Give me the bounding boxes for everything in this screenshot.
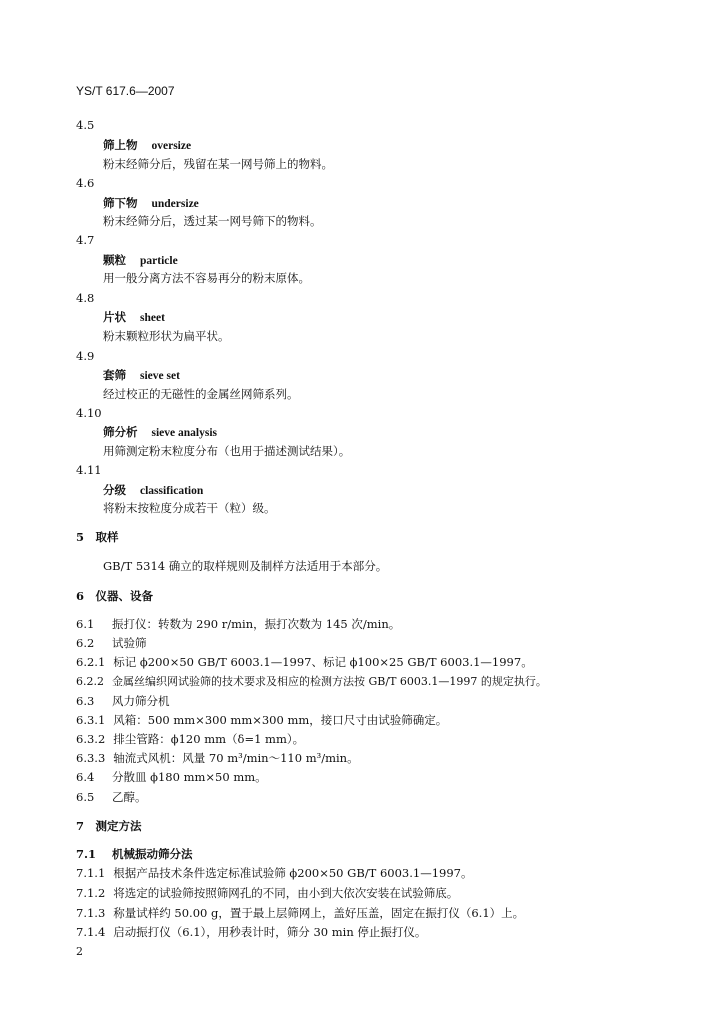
- term-en: particle: [140, 255, 178, 267]
- term-line: [103, 138, 191, 153]
- clause-line: [76, 636, 147, 650]
- clause-line: [76, 675, 547, 689]
- clause-line: [76, 751, 359, 765]
- clause-number: 4.11: [76, 463, 102, 477]
- clause-number: 4.9: [76, 349, 95, 363]
- term-definition: 粉末颗粒形状为扁平状。: [103, 329, 230, 343]
- term-line: [103, 483, 203, 498]
- term-en: sheet: [140, 312, 165, 324]
- clause-line: [76, 694, 170, 708]
- clause-text: 标记 ϕ200×50 GB/T 6003.1—1997、标记 ϕ100×25 GB/T 6003.1—1997。: [113, 655, 533, 669]
- clause-number: 7.1.2: [76, 886, 106, 900]
- clause-number: 4.8: [76, 291, 95, 305]
- clause-line: [76, 655, 533, 669]
- clause-number: 4.10: [76, 406, 102, 420]
- term-line: [103, 253, 178, 268]
- clause-text: 试验筛: [112, 636, 147, 650]
- clause-number: 7.1: [76, 847, 97, 861]
- clause-text: 分散皿 ϕ180 mm×50 mm。: [112, 770, 267, 784]
- term-definition: 经过校正的无磁性的金属丝网筛系列。: [103, 387, 299, 401]
- clause-number: 7.1.1: [76, 866, 106, 880]
- term-definition: 将粉末按粒度分成若干（粒）级。: [103, 501, 276, 515]
- term-line: [103, 368, 180, 383]
- clause-text: 根据产品技术条件选定标准试验筛 ϕ200×50 GB/T 6003.1—1997。: [113, 866, 473, 880]
- clause-text: 风箱：500 mm×300 mm×300 mm，接口尺寸由试验筛确定。: [113, 713, 448, 727]
- clause-line: [76, 886, 458, 900]
- term-cn: 片状: [103, 310, 126, 324]
- clause-line: [76, 847, 193, 861]
- clause-text: 振打仪：转数为 290 r/min，振打次数为 145 次/min。: [112, 617, 401, 631]
- clause-number: 6.3.1: [76, 713, 106, 727]
- clause-number: 6.5: [76, 790, 95, 804]
- term-definition: 粉末经筛分后，透过某一网号筛下的物料。: [103, 214, 322, 228]
- clause-number: 6.2.2: [76, 675, 104, 688]
- clause-number: 6.2.1: [76, 655, 106, 669]
- clause-number: 6.3.3: [76, 751, 106, 765]
- term-definition: 用一般分离方法不容易再分的粉末原体。: [103, 271, 310, 285]
- term-en: sieve set: [140, 370, 180, 382]
- section-heading: 7 测定方法: [76, 819, 142, 833]
- clause-text: 轴流式风机：风量 70 m³/min～110 m³/min。: [113, 751, 359, 765]
- term-en: classification: [140, 485, 204, 497]
- clause-text: 启动振打仪（6.1），用秒表计时，筛分 30 min 停止振打仪。: [113, 925, 427, 939]
- clause-line: [76, 925, 426, 939]
- page-header: YS/T 617.6—2007: [76, 84, 175, 98]
- clause-text: 风力筛分机: [112, 694, 170, 708]
- term-cn: 筛分析: [103, 425, 138, 439]
- clause-number: 6.3: [76, 694, 95, 708]
- clause-number: 7.1.4: [76, 925, 106, 939]
- clause-number: 4.6: [76, 176, 95, 190]
- clause-number: 6.1: [76, 617, 95, 631]
- clause-line: [76, 617, 400, 631]
- clause-line: [76, 770, 267, 784]
- clause-line: [76, 713, 447, 727]
- clause-number: 6.4: [76, 770, 95, 784]
- section-heading: 5 取样: [76, 530, 119, 544]
- term-definition: 用筛测定粉末粒度分布（也用于描述测试结果）。: [103, 444, 351, 458]
- clause-number: 4.7: [76, 233, 95, 247]
- clause-text: 机械振动筛分法: [112, 847, 193, 861]
- clause-text: 称量试样约 50.00 g，置于最上层筛网上，盖好压盖，固定在振打仪（6.1）上。: [113, 906, 525, 920]
- clause-line: [76, 790, 147, 804]
- clause-text: 乙醇。: [112, 790, 147, 804]
- term-en: sieve analysis: [151, 427, 217, 439]
- clause-line: [76, 866, 472, 880]
- section-heading: 6 仪器、设备: [76, 589, 154, 603]
- term-cn: 筛下物: [103, 196, 138, 210]
- term-en: undersize: [151, 198, 199, 210]
- clause-line: [76, 906, 524, 920]
- term-definition: 粉末经筛分后，残留在某一网号筛上的物料。: [103, 157, 333, 171]
- term-cn: 筛上物: [103, 138, 138, 152]
- term-cn: 分级: [103, 483, 126, 497]
- clause-number: 4.5: [76, 118, 95, 132]
- clause-number: 6.3.2: [76, 732, 106, 746]
- page-number: 2: [76, 945, 83, 958]
- term-line: [103, 196, 199, 211]
- clause-number: 6.2: [76, 636, 95, 650]
- clause-text: 将选定的试验筛按照筛网孔的不同，由小到大依次安装在试验筛底。: [113, 886, 459, 900]
- paragraph: GB/T 5314 确立的取样规则及制样方法适用于本部分。: [103, 559, 388, 573]
- clause-line: [76, 732, 304, 746]
- term-line: [103, 310, 165, 325]
- clause-text: 金属丝编织网试验筛的技术要求及相应的检测方法按 GB/T 6003.1—1997 的规定执行。: [112, 675, 547, 688]
- clause-number: 7.1.3: [76, 906, 106, 920]
- clause-text: 排尘管路：ϕ120 mm（δ=1 mm）。: [113, 732, 305, 746]
- term-line: [103, 425, 217, 440]
- term-cn: 颗粒: [103, 253, 126, 267]
- term-cn: 套筛: [103, 368, 126, 382]
- term-en: oversize: [151, 140, 192, 152]
